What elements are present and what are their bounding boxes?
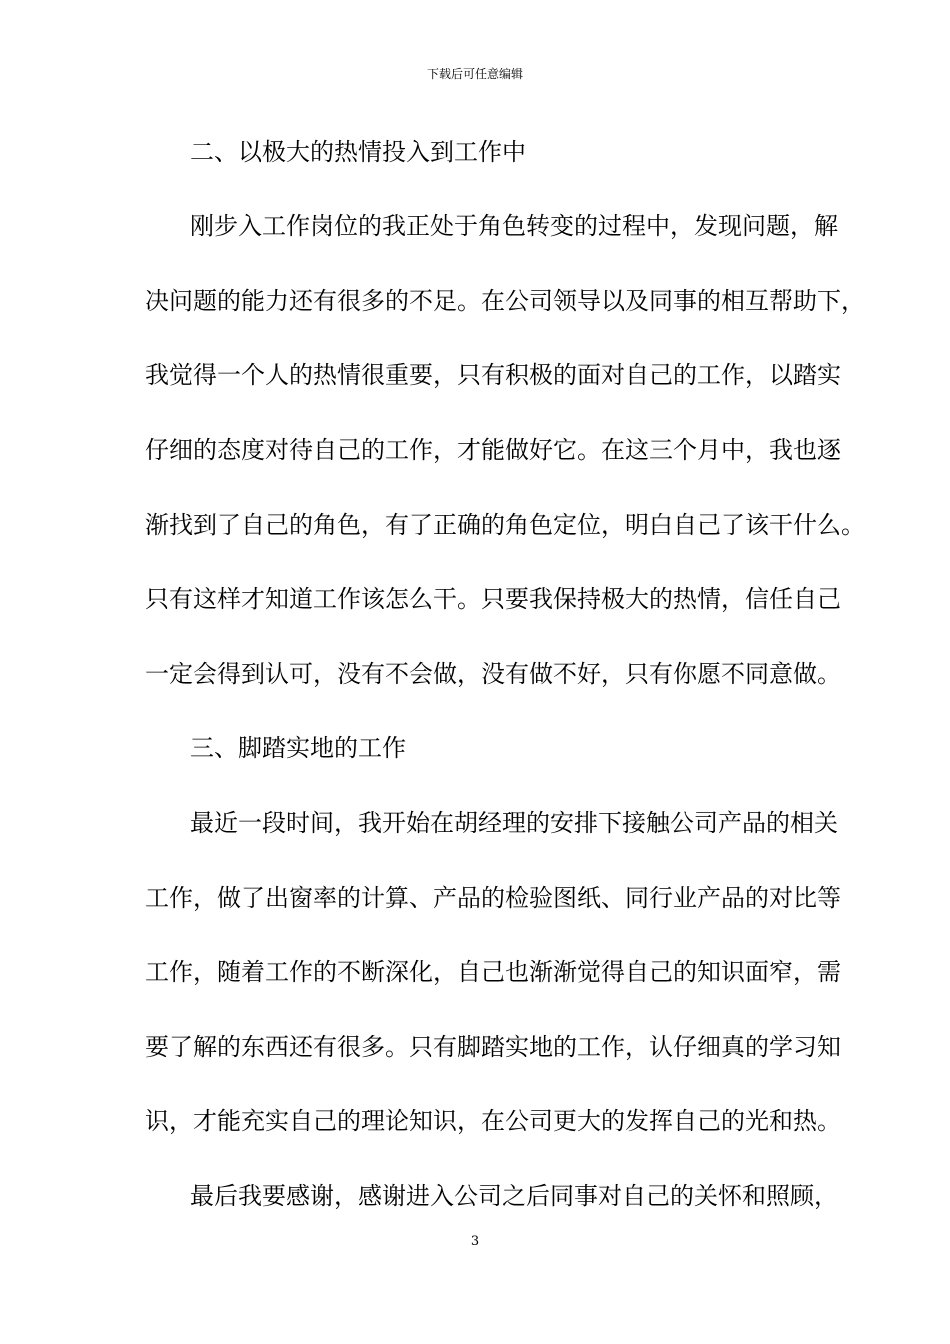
- paragraph-line: 要了解的东西还有很多。只有脚踏实地的工作，认仔细真的学习知: [145, 1033, 841, 1061]
- page-number: 3: [470, 1234, 480, 1249]
- paragraph-line: 识，才能充实自己的理论知识，在公司更大的发挥自己的光和热。: [145, 1107, 841, 1135]
- paragraph-line: 一定会得到认可，没有不会做，没有做不好，只有你愿不同意做。: [145, 660, 841, 688]
- paragraph-line: 刚步入工作岗位的我正处于角色转变的过程中，发现问题，解: [190, 212, 838, 240]
- paragraph-line: 工作，做了出窗率的计算、产品的检验图纸、同行业产品的对比等: [145, 884, 841, 912]
- paragraph-line: 我觉得一个人的热情很重要，只有积极的面对自己的工作，以踏实: [145, 361, 841, 389]
- paragraph-line: 只有这样才知道工作该怎么干。只要我保持极大的热情，信任自己: [145, 585, 841, 613]
- paragraph-line: 最后我要感谢，感谢进入公司之后同事对自己的关怀和照顾，: [190, 1182, 838, 1210]
- paragraph-line: 渐找到了自己的角色，有了正确的角色定位，明白自己了该干什么。: [145, 511, 865, 539]
- section-heading-3: 三、脚踏实地的工作: [190, 734, 406, 762]
- page-header-note: 下载后可任意编辑: [426, 67, 523, 81]
- paragraph-line: 工作，随着工作的不断深化，自己也渐渐觉得自己的知识面窄，需: [145, 958, 841, 986]
- paragraph-line: 仔细的态度对待自己的工作，才能做好它。在这三个月中，我也逐: [145, 436, 841, 464]
- paragraph-line: 决问题的能力还有很多的不足。在公司领导以及同事的相互帮助下，: [145, 287, 865, 315]
- paragraph-line: 最近一段时间，我开始在胡经理的安排下接触公司产品的相关: [190, 809, 838, 837]
- section-heading-2: 二、以极大的热情投入到工作中: [190, 138, 526, 166]
